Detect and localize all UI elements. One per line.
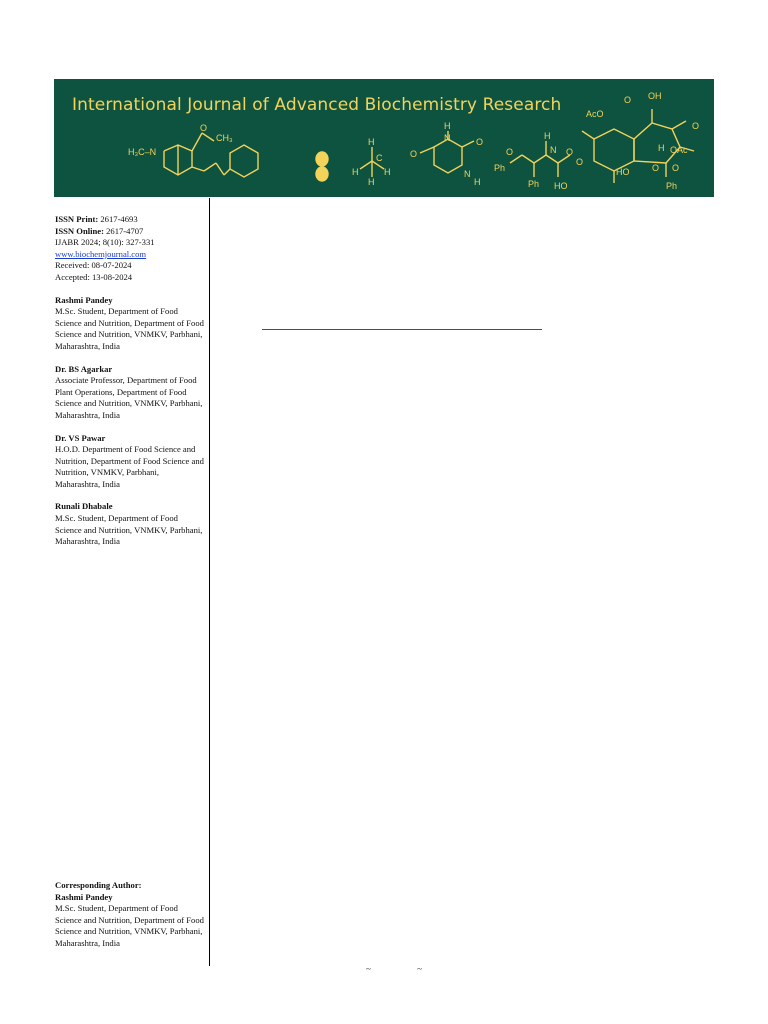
author-block xyxy=(55,295,205,353)
chem-label: H xyxy=(474,177,481,187)
chem-label: O xyxy=(476,137,484,147)
column-divider xyxy=(209,198,210,966)
received-date: Received: 08-07-2024 xyxy=(55,260,132,271)
author-name: Runali Dhabale xyxy=(55,501,113,512)
chem-label: H xyxy=(444,121,451,131)
chem-label: H xyxy=(544,131,551,141)
issn-print: 2617-4693 xyxy=(100,214,138,224)
ijabr-citation: IJABR 2024; 8(10): 327-331 xyxy=(55,237,155,248)
chem-label: Ph xyxy=(494,163,506,173)
chem-label: CH₃ xyxy=(216,133,233,143)
chem-label: O xyxy=(624,95,632,105)
chem-label: N xyxy=(444,133,451,143)
author-name: Rashmi Pandey xyxy=(55,294,113,305)
chem-label: C xyxy=(376,153,383,163)
chem-label: H xyxy=(658,143,665,153)
chem-label: H xyxy=(352,167,359,177)
corresponding-author xyxy=(55,880,205,950)
chem-label: N xyxy=(464,169,471,179)
corresponding-name: Rashmi Pandey xyxy=(55,891,113,902)
chem-label: O xyxy=(652,163,660,173)
chem-label: O xyxy=(200,123,208,133)
author-block xyxy=(55,433,205,491)
chem-label: O xyxy=(566,147,574,157)
chem-label: H xyxy=(368,177,375,187)
chem-label: AcO xyxy=(586,109,604,119)
author-affiliation: Associate Professor, Department of Food Plant Operations, Department of Food Science and Nutrition, VNMKV, Parbhani, Maharashtra, India xyxy=(55,375,203,420)
chem-label: H xyxy=(368,137,375,147)
chem-label: Ph xyxy=(528,179,540,189)
chem-label: H₃C–N xyxy=(128,147,157,157)
journal-website-link[interactable]: www.biochemjournal.com xyxy=(55,248,147,259)
chem-label: OH xyxy=(648,91,662,101)
issn-online-label: ISSN Online: xyxy=(55,225,104,236)
page-footer: ~ ~ xyxy=(366,964,444,974)
chem-label: HO xyxy=(616,167,630,177)
hyperlink-underline[interactable] xyxy=(262,329,542,330)
issn-print-label: ISSN Print: xyxy=(55,214,99,224)
journal-banner xyxy=(54,79,714,197)
corresponding-label: Corresponding Author: xyxy=(55,880,142,890)
chem-label: OAc xyxy=(670,145,688,155)
author-name: Dr. BS Agarkar xyxy=(55,363,113,374)
chem-label: O xyxy=(576,157,584,167)
author-name: Dr. VS Pawar xyxy=(55,432,106,443)
author-block xyxy=(55,501,205,547)
article-sidebar xyxy=(55,214,205,559)
chem-label: O xyxy=(692,121,700,131)
chem-label: O xyxy=(672,163,680,173)
chem-label: O xyxy=(410,149,418,159)
author-block xyxy=(55,364,205,422)
chem-label: HO xyxy=(554,181,568,191)
chem-label: Ph xyxy=(666,181,678,191)
chem-label: H xyxy=(384,167,391,177)
accepted-date: Accepted: 13-08-2024 xyxy=(55,271,133,282)
author-affiliation: M.Sc. Student, Department of Food Science and Nutrition, VNMKV, Parbhani, Maharashtra, India xyxy=(55,513,203,547)
corresponding-affiliation: M.Sc. Student, Department of Food Science and Nutrition, Department of Food Science and Nutrition, VNMKV, Parbhani, Maharashtra, India xyxy=(55,903,204,948)
article-meta xyxy=(55,214,205,284)
journal-title: International Journal of Advanced Biochemistry Research xyxy=(72,95,562,115)
issn-online: 2617-4707 xyxy=(106,225,144,236)
author-affiliation: M.Sc. Student, Department of Food Science and Nutrition, Department of Food Science and Nutrition, VNMKV, Parbhani, Maharashtra, India xyxy=(55,306,204,351)
chem-label: O xyxy=(506,147,514,157)
author-affiliation: H.O.D. Department of Food Science and Nutrition, Department of Food Science and Nutrition, VNMKV, Parbhani, Maharashtra, India xyxy=(55,444,204,489)
chem-label: N xyxy=(550,145,557,155)
